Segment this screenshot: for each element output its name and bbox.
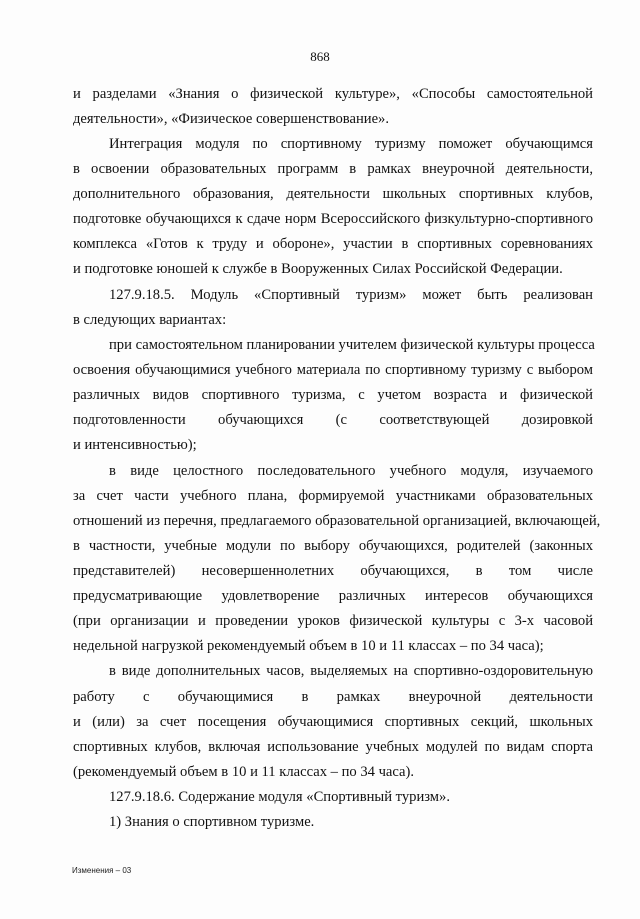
text-line: (рекомендуемый объем в 10 и 11 классах – по 34 часа). [73, 764, 415, 780]
text-line: работу с обучающимися в рамках внеурочной деятельности [73, 689, 593, 705]
text-line: в следующих вариантах: [73, 312, 227, 328]
text-line: и разделами «Знания о физической культуре», «Способы самостоятельной [73, 86, 593, 102]
text-line: в освоении образовательных программ в рамках внеурочной деятельности, [73, 161, 593, 177]
text-line: подготовленности обучающихся (с соответствующей дозировкой [73, 412, 593, 428]
text-line: в виде целостного последовательного учебного модуля, изучаемого [109, 463, 593, 479]
text-line: в частности, учебные модули по выбору обучающихся, родителей (законных [73, 538, 593, 554]
text-line: при самостоятельном планировании учителем физической культуры процесса [109, 337, 595, 353]
text-line: недельной нагрузкой рекомендуемый объем в 10 и 11 классах – по 34 часа); [73, 638, 544, 654]
text-line: деятельности», «Физическое совершенствование». [73, 111, 389, 127]
text-line: в виде дополнительных часов, выделяемых на спортивно-оздоровительную [109, 663, 593, 679]
text-line: (при организации и проведении уроков физической культуры с 3-х часовой [73, 613, 593, 629]
text-line: освоения обучающимися учебного материала по спортивному туризму с выбором [73, 362, 593, 378]
text-line: комплекса «Готов к труду и обороне», участии в спортивных соревнованиях [73, 236, 593, 252]
text-line: представителей) несовершеннолетних обучающихся, в том числе [73, 563, 593, 579]
text-line: Интеграция модуля по спортивному туризму поможет обучающимся [109, 136, 593, 152]
page-number: 868 [310, 49, 330, 64]
text-line: спортивных клубов, включая использование учебных модулей по видам спорта [73, 739, 593, 755]
text-line: отношений из перечня, предлагаемого образовательной организацией, включающей, [73, 513, 601, 529]
text-line: подготовке обучающихся к сдаче норм Всероссийского физкультурно-спортивного [73, 211, 593, 227]
section-heading: 127.9.18.6. Содержание модуля «Спортивный туризм». [109, 789, 450, 805]
text-line: и (или) за счет посещения обучающимися спортивных секций, школьных [73, 714, 593, 730]
text-line: и интенсивностью); [73, 437, 197, 453]
text-line: предусматривающие удовлетворение различных интересов обучающихся [73, 588, 593, 604]
text-line: 127.9.18.5. Модуль «Спортивный туризм» может быть реализован [109, 287, 593, 303]
footer-revision-note: Изменения – 03 [72, 866, 132, 875]
text-line: за счет части учебного плана, формируемой участниками образовательных [73, 488, 593, 504]
subsection-heading: 1) Знания о спортивном туризме. [109, 814, 315, 830]
text-line: и подготовке юношей к службе в Вооруженных Силах Российской Федерации. [73, 261, 563, 277]
text-line: дополнительного образования, деятельности школьных спортивных клубов, [73, 186, 593, 202]
text-line: различных видов спортивного туризма, с учетом возраста и физической [73, 387, 593, 403]
